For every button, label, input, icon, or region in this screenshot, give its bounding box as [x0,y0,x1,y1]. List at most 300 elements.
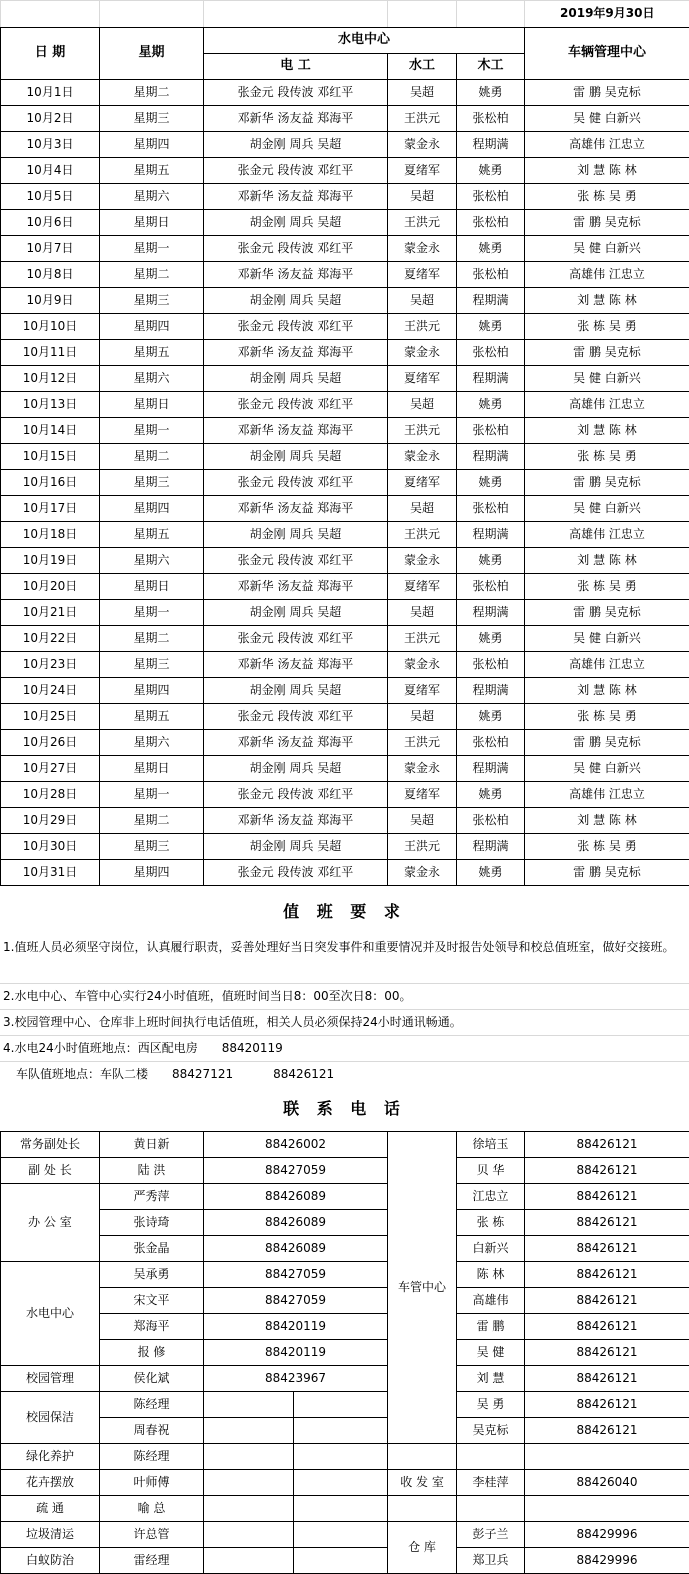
schedule-electricians: 胡金刚 周兵 吴超 [204,756,388,782]
contact-phone: 88426121 [525,1340,689,1366]
contact-name: 报 修 [100,1340,204,1366]
schedule-plumber: 夏绪军 [388,782,457,808]
contact-name: 彭子兰 [457,1522,525,1548]
schedule-weekday: 星期二 [100,262,204,288]
schedule-plumber: 王洪元 [388,418,457,444]
contact-name: 陆 洪 [100,1158,204,1184]
schedule-rows [1,80,689,886]
schedule-plumber: 夏绪军 [388,678,457,704]
schedule-carpenter: 姚勇 [457,782,525,808]
schedule-plumber: 夏绪军 [388,470,457,496]
schedule-weekday: 星期六 [100,548,204,574]
contact-name: 喻 总 [100,1496,204,1522]
blank-cell [204,1,388,28]
schedule-carpenter: 张松柏 [457,652,525,678]
schedule-carpenter: 程期满 [457,132,525,158]
schedule-date: 10月20日 [1,574,100,600]
contact-name: 张金晶 [100,1236,204,1262]
schedule-electricians: 邓新华 汤友益 郑海平 [204,808,388,834]
schedule-date: 10月15日 [1,444,100,470]
schedule-plumber: 吴超 [388,704,457,730]
document-date: 2019年9月30日 [525,1,689,28]
schedule-plumber: 蒙金永 [388,548,457,574]
schedule-table [0,27,689,886]
schedule-electricians: 胡金刚 周兵 吴超 [204,834,388,860]
schedule-carpenter: 姚勇 [457,704,525,730]
schedule-row [1,106,689,132]
blank-cell [1,1,100,28]
schedule-date: 10月25日 [1,704,100,730]
schedule-row [1,184,689,210]
schedule-carpenter: 程期满 [457,366,525,392]
contact-dept: 副 处 长 [1,1158,100,1184]
schedule-weekday: 星期一 [100,600,204,626]
contact-dept: 垃圾清运 [1,1522,100,1548]
schedule-date: 10月28日 [1,782,100,808]
schedule-vehicle-staff: 张 栋 吴 勇 [525,314,689,340]
schedule-vehicle-staff: 刘 慧 陈 林 [525,678,689,704]
contact-phone: 88420119 [204,1314,388,1340]
schedule-plumber: 王洪元 [388,834,457,860]
schedule-vehicle-staff: 雷 鹏 吴克标 [525,80,689,106]
contact-name: 陈 林 [457,1262,525,1288]
schedule-carpenter: 张松柏 [457,574,525,600]
schedule-plumber: 王洪元 [388,626,457,652]
schedule-plumber: 吴超 [388,184,457,210]
schedule-electricians: 胡金刚 周兵 吴超 [204,522,388,548]
header-date: 日 期 [1,28,100,80]
schedule-weekday: 星期六 [100,366,204,392]
schedule-carpenter: 程期满 [457,756,525,782]
schedule-row [1,444,689,470]
schedule-plumber: 王洪元 [388,106,457,132]
schedule-row [1,314,689,340]
contact-dept: 办 公 室 [1,1184,100,1262]
requirement-item-5-phone-2: 88426121 [273,1067,334,1081]
schedule-plumber: 王洪元 [388,730,457,756]
schedule-carpenter: 张松柏 [457,184,525,210]
contact-name: 高雄伟 [457,1288,525,1314]
schedule-weekday: 星期六 [100,730,204,756]
top-date-bar [0,0,689,27]
schedule-row [1,574,689,600]
schedule-vehicle-staff: 刘 慧 陈 林 [525,808,689,834]
blank-cell [388,1,457,28]
schedule-plumber: 吴超 [388,392,457,418]
contact-dept-warehouse: 仓 库 [388,1522,457,1574]
contact-dept: 绿化养护 [1,1444,100,1470]
blank-cell [294,1470,388,1496]
contact-name: 郑海平 [100,1314,204,1340]
contact-phone: 88426121 [525,1366,689,1392]
contact-name: 郑卫兵 [457,1548,525,1574]
requirement-item-2: 2.水电中心、车管中心实行24小时值班，值班时间当日8：00至次日8：00。 [0,984,689,1010]
schedule-plumber: 蒙金永 [388,236,457,262]
schedule-vehicle-staff: 雷 鹏 吴克标 [525,340,689,366]
schedule-plumber: 夏绪军 [388,366,457,392]
schedule-carpenter: 姚勇 [457,860,525,886]
contact-name: 李桂萍 [457,1470,525,1496]
schedule-carpenter: 姚勇 [457,470,525,496]
schedule-date: 10月12日 [1,366,100,392]
contact-name: 刘 慧 [457,1366,525,1392]
contact-phone: 88426121 [525,1392,689,1418]
contact-dept: 疏 通 [1,1496,100,1522]
schedule-date: 10月23日 [1,652,100,678]
schedule-carpenter: 姚勇 [457,392,525,418]
schedule-weekday: 星期二 [100,444,204,470]
schedule-plumber: 王洪元 [388,210,457,236]
schedule-row [1,678,689,704]
schedule-carpenter: 张松柏 [457,340,525,366]
schedule-carpenter: 张松柏 [457,418,525,444]
contacts-table [0,1131,689,1574]
schedule-row [1,470,689,496]
contact-phone: 88426121 [525,1184,689,1210]
schedule-date: 10月26日 [1,730,100,756]
schedule-weekday: 星期四 [100,314,204,340]
contact-phone: 88426089 [204,1210,388,1236]
schedule-row [1,392,689,418]
schedule-plumber: 夏绪军 [388,262,457,288]
schedule-weekday: 星期一 [100,236,204,262]
contact-phone: 88426089 [204,1184,388,1210]
contact-name: 吴 健 [457,1340,525,1366]
blank-cell [457,1496,525,1522]
schedule-electricians: 张金元 段传波 邓红平 [204,392,388,418]
schedule-row [1,236,689,262]
schedule-date: 10月4日 [1,158,100,184]
contact-name: 陈经理 [100,1392,204,1418]
schedule-electricians: 张金元 段传波 邓红平 [204,860,388,886]
contact-phone: 88426121 [525,1158,689,1184]
schedule-carpenter: 姚勇 [457,158,525,184]
contact-phone: 88426121 [525,1418,689,1444]
schedule-weekday: 星期一 [100,782,204,808]
schedule-row [1,730,689,756]
schedule-plumber: 蒙金永 [388,340,457,366]
contact-phone: 88426040 [525,1470,689,1496]
schedule-row [1,834,689,860]
schedule-electricians: 邓新华 汤友益 郑海平 [204,106,388,132]
schedule-carpenter: 程期满 [457,444,525,470]
contact-dept: 花卉摆放 [1,1470,100,1496]
schedule-row [1,652,689,678]
schedule-date: 10月7日 [1,236,100,262]
contact-name: 吴 勇 [457,1392,525,1418]
schedule-plumber: 吴超 [388,496,457,522]
schedule-date: 10月18日 [1,522,100,548]
schedule-vehicle-staff: 刘 慧 陈 林 [525,548,689,574]
schedule-row [1,496,689,522]
schedule-date: 10月27日 [1,756,100,782]
blank-cell [204,1496,294,1522]
schedule-vehicle-staff: 刘 慧 陈 林 [525,158,689,184]
schedule-date: 10月1日 [1,80,100,106]
schedule-date: 10月31日 [1,860,100,886]
schedule-row [1,80,689,106]
contact-phone: 88426121 [525,1314,689,1340]
schedule-weekday: 星期日 [100,756,204,782]
contact-name: 陈经理 [100,1444,204,1470]
schedule-row [1,808,689,834]
schedule-electricians: 胡金刚 周兵 吴超 [204,600,388,626]
schedule-row [1,210,689,236]
schedule-date: 10月8日 [1,262,100,288]
contact-phone: 88426121 [525,1236,689,1262]
contact-name: 侯化斌 [100,1366,204,1392]
schedule-weekday: 星期一 [100,418,204,444]
blank-cell [388,1444,457,1470]
schedule-weekday: 星期三 [100,106,204,132]
schedule-weekday: 星期日 [100,392,204,418]
schedule-vehicle-staff: 刘 慧 陈 林 [525,418,689,444]
schedule-carpenter: 张松柏 [457,808,525,834]
requirement-item-5-phone-1: 88427121 [172,1067,233,1081]
blank-cell [294,1496,388,1522]
requirement-item-1: 1.值班人员必须坚守岗位，认真履行职责，妥善处理好当日突发事件和重要情况并及时报告处领导和校总值班室，做好交接班。 [0,937,689,984]
schedule-carpenter: 姚勇 [457,548,525,574]
contact-dept-vehicle: 车管中心 [388,1132,457,1444]
contact-dept: 水电中心 [1,1262,100,1366]
contact-phone: 88427059 [204,1262,388,1288]
schedule-weekday: 星期三 [100,288,204,314]
schedule-electricians: 邓新华 汤友益 郑海平 [204,730,388,756]
schedule-weekday: 星期四 [100,496,204,522]
schedule-vehicle-staff: 高雄伟 江忠立 [525,392,689,418]
schedule-carpenter: 张松柏 [457,106,525,132]
schedule-carpenter: 程期满 [457,834,525,860]
schedule-plumber: 王洪元 [388,522,457,548]
header-water-elec-center: 水电中心 [204,28,525,54]
requirement-item-4-phone: 88420119 [222,1041,283,1055]
schedule-electricians: 胡金刚 周兵 吴超 [204,210,388,236]
schedule-date: 10月19日 [1,548,100,574]
schedule-weekday: 星期二 [100,80,204,106]
schedule-date: 10月24日 [1,678,100,704]
schedule-vehicle-staff: 吴 健 白新兴 [525,106,689,132]
schedule-vehicle-staff: 高雄伟 江忠立 [525,522,689,548]
schedule-vehicle-staff: 雷 鹏 吴克标 [525,600,689,626]
schedule-vehicle-staff: 高雄伟 江忠立 [525,262,689,288]
contact-phone: 88426121 [525,1262,689,1288]
schedule-plumber: 王洪元 [388,314,457,340]
header-electrician: 电 工 [204,54,388,80]
schedule-weekday: 星期五 [100,340,204,366]
schedule-weekday: 星期四 [100,860,204,886]
schedule-vehicle-staff: 高雄伟 江忠立 [525,782,689,808]
contact-phone: 88426089 [204,1236,388,1262]
schedule-carpenter: 张松柏 [457,496,525,522]
schedule-plumber: 夏绪军 [388,158,457,184]
blank-cell [294,1418,388,1444]
schedule-carpenter: 张松柏 [457,730,525,756]
contact-name: 雷 鹏 [457,1314,525,1340]
schedule-carpenter: 程期满 [457,522,525,548]
header-weekday: 星期 [100,28,204,80]
schedule-carpenter: 程期满 [457,600,525,626]
blank-cell [204,1548,294,1574]
schedule-plumber: 蒙金永 [388,132,457,158]
schedule-plumber: 吴超 [388,80,457,106]
blank-cell [100,1,204,28]
schedule-plumber: 蒙金永 [388,860,457,886]
requirement-item-4-label: 4.水电24小时值班地点：西区配电房 [3,1041,198,1055]
header-vehicle-center: 车辆管理中心 [525,28,689,80]
schedule-plumber: 吴超 [388,808,457,834]
schedule-vehicle-staff: 张 栋 吴 勇 [525,444,689,470]
contact-dept: 校园保洁 [1,1392,100,1444]
schedule-vehicle-staff: 吴 健 白新兴 [525,366,689,392]
schedule-date: 10月13日 [1,392,100,418]
schedule-electricians: 邓新华 汤友益 郑海平 [204,184,388,210]
schedule-date: 10月17日 [1,496,100,522]
schedule-weekday: 星期二 [100,808,204,834]
schedule-row [1,548,689,574]
schedule-weekday: 星期三 [100,834,204,860]
schedule-date: 10月14日 [1,418,100,444]
schedule-vehicle-staff: 雷 鹏 吴克标 [525,730,689,756]
blank-cell [204,1470,294,1496]
schedule-electricians: 邓新华 汤友益 郑海平 [204,262,388,288]
schedule-row [1,366,689,392]
schedule-electricians: 邓新华 汤友益 郑海平 [204,418,388,444]
blank-cell [204,1444,294,1470]
schedule-date: 10月6日 [1,210,100,236]
schedule-row [1,340,689,366]
contact-phone: 88427059 [204,1158,388,1184]
contact-phone: 88423967 [204,1366,388,1392]
contact-name: 江忠立 [457,1184,525,1210]
schedule-electricians: 张金元 段传波 邓红平 [204,158,388,184]
contact-phone [204,1392,294,1418]
schedule-vehicle-staff: 吴 健 白新兴 [525,626,689,652]
schedule-electricians: 邓新华 汤友益 郑海平 [204,652,388,678]
schedule-row [1,418,689,444]
requirement-item-5-label: 车队值班地点：车队二楼 [16,1067,148,1081]
schedule-row [1,288,689,314]
schedule-carpenter: 姚勇 [457,236,525,262]
blank-cell [204,1522,294,1548]
schedule-carpenter: 张松柏 [457,210,525,236]
schedule-electricians: 张金元 段传波 邓红平 [204,470,388,496]
schedule-weekday: 星期五 [100,522,204,548]
schedule-electricians: 张金元 段传波 邓红平 [204,782,388,808]
contact-name: 吴承勇 [100,1262,204,1288]
blank-cell [457,1444,525,1470]
requirement-item-3: 3.校园管理中心、仓库非上班时间执行电话值班，相关人员必须保持24小时通讯畅通。 [0,1010,689,1036]
schedule-vehicle-staff: 雷 鹏 吴克标 [525,210,689,236]
schedule-vehicle-staff: 高雄伟 江忠立 [525,652,689,678]
schedule-vehicle-staff: 雷 鹏 吴克标 [525,470,689,496]
schedule-date: 10月29日 [1,808,100,834]
schedule-vehicle-staff: 高雄伟 江忠立 [525,132,689,158]
schedule-row [1,522,689,548]
blank-cell [525,1444,689,1470]
schedule-vehicle-staff: 张 栋 吴 勇 [525,574,689,600]
contact-phone: 88420119 [204,1340,388,1366]
schedule-electricians: 胡金刚 周兵 吴超 [204,132,388,158]
schedule-row [1,626,689,652]
schedule-vehicle-staff: 吴 健 白新兴 [525,236,689,262]
contact-phone: 88427059 [204,1288,388,1314]
schedule-carpenter: 张松柏 [457,262,525,288]
contact-dept: 白蚁防治 [1,1548,100,1574]
schedule-weekday: 星期日 [100,574,204,600]
contact-name: 张 栋 [457,1210,525,1236]
contact-name: 徐培玉 [457,1132,525,1158]
schedule-vehicle-staff: 张 栋 吴 勇 [525,184,689,210]
schedule-carpenter: 姚勇 [457,80,525,106]
schedule-weekday: 星期二 [100,626,204,652]
blank-cell [294,1548,388,1574]
contact-name: 贝 华 [457,1158,525,1184]
requirement-item-4 [0,1036,689,1062]
schedule-date: 10月5日 [1,184,100,210]
schedule-date: 10月21日 [1,600,100,626]
contact-name: 周春祝 [100,1418,204,1444]
schedule-date: 10月30日 [1,834,100,860]
schedule-plumber: 蒙金永 [388,444,457,470]
schedule-plumber: 吴超 [388,288,457,314]
blank-cell [294,1444,388,1470]
schedule-weekday: 星期四 [100,678,204,704]
schedule-plumber: 蒙金永 [388,652,457,678]
contact-name: 吴克标 [457,1418,525,1444]
schedule-electricians: 张金元 段传波 邓红平 [204,80,388,106]
blank-cell [525,1496,689,1522]
schedule-electricians: 张金元 段传波 邓红平 [204,704,388,730]
schedule-date: 10月16日 [1,470,100,496]
schedule-date: 10月22日 [1,626,100,652]
schedule-weekday: 星期日 [100,210,204,236]
schedule-carpenter: 程期满 [457,288,525,314]
schedule-weekday: 星期三 [100,470,204,496]
contact-phone: 88429996 [525,1522,689,1548]
schedule-electricians: 邓新华 汤友益 郑海平 [204,496,388,522]
schedule-date: 10月3日 [1,132,100,158]
schedule-weekday: 星期三 [100,652,204,678]
schedule-carpenter: 姚勇 [457,314,525,340]
contact-phone: 88426121 [525,1132,689,1158]
schedule-vehicle-staff: 雷 鹏 吴克标 [525,860,689,886]
contact-phone: 88426002 [204,1132,388,1158]
schedule-electricians: 邓新华 汤友益 郑海平 [204,574,388,600]
blank-cell [294,1522,388,1548]
schedule-plumber: 蒙金永 [388,756,457,782]
schedule-date: 10月9日 [1,288,100,314]
schedule-row [1,262,689,288]
contact-phone: 88426121 [525,1210,689,1236]
schedule-vehicle-staff: 张 栋 吴 勇 [525,704,689,730]
schedule-weekday: 星期五 [100,158,204,184]
schedule-electricians: 胡金刚 周兵 吴超 [204,288,388,314]
contact-name: 许总管 [100,1522,204,1548]
contacts-title: 联 系 电 话 [0,1087,689,1131]
requirement-item-5 [0,1062,689,1087]
schedule-weekday: 星期六 [100,184,204,210]
schedule-row [1,704,689,730]
header-plumber: 水工 [388,54,457,80]
schedule-weekday: 星期四 [100,132,204,158]
schedule-electricians: 张金元 段传波 邓红平 [204,548,388,574]
contact-name: 白新兴 [457,1236,525,1262]
contact-name: 严秀萍 [100,1184,204,1210]
schedule-date: 10月10日 [1,314,100,340]
header-carpenter: 木工 [457,54,525,80]
schedule-carpenter: 程期满 [457,678,525,704]
contact-dept: 校园管理 [1,1366,100,1392]
